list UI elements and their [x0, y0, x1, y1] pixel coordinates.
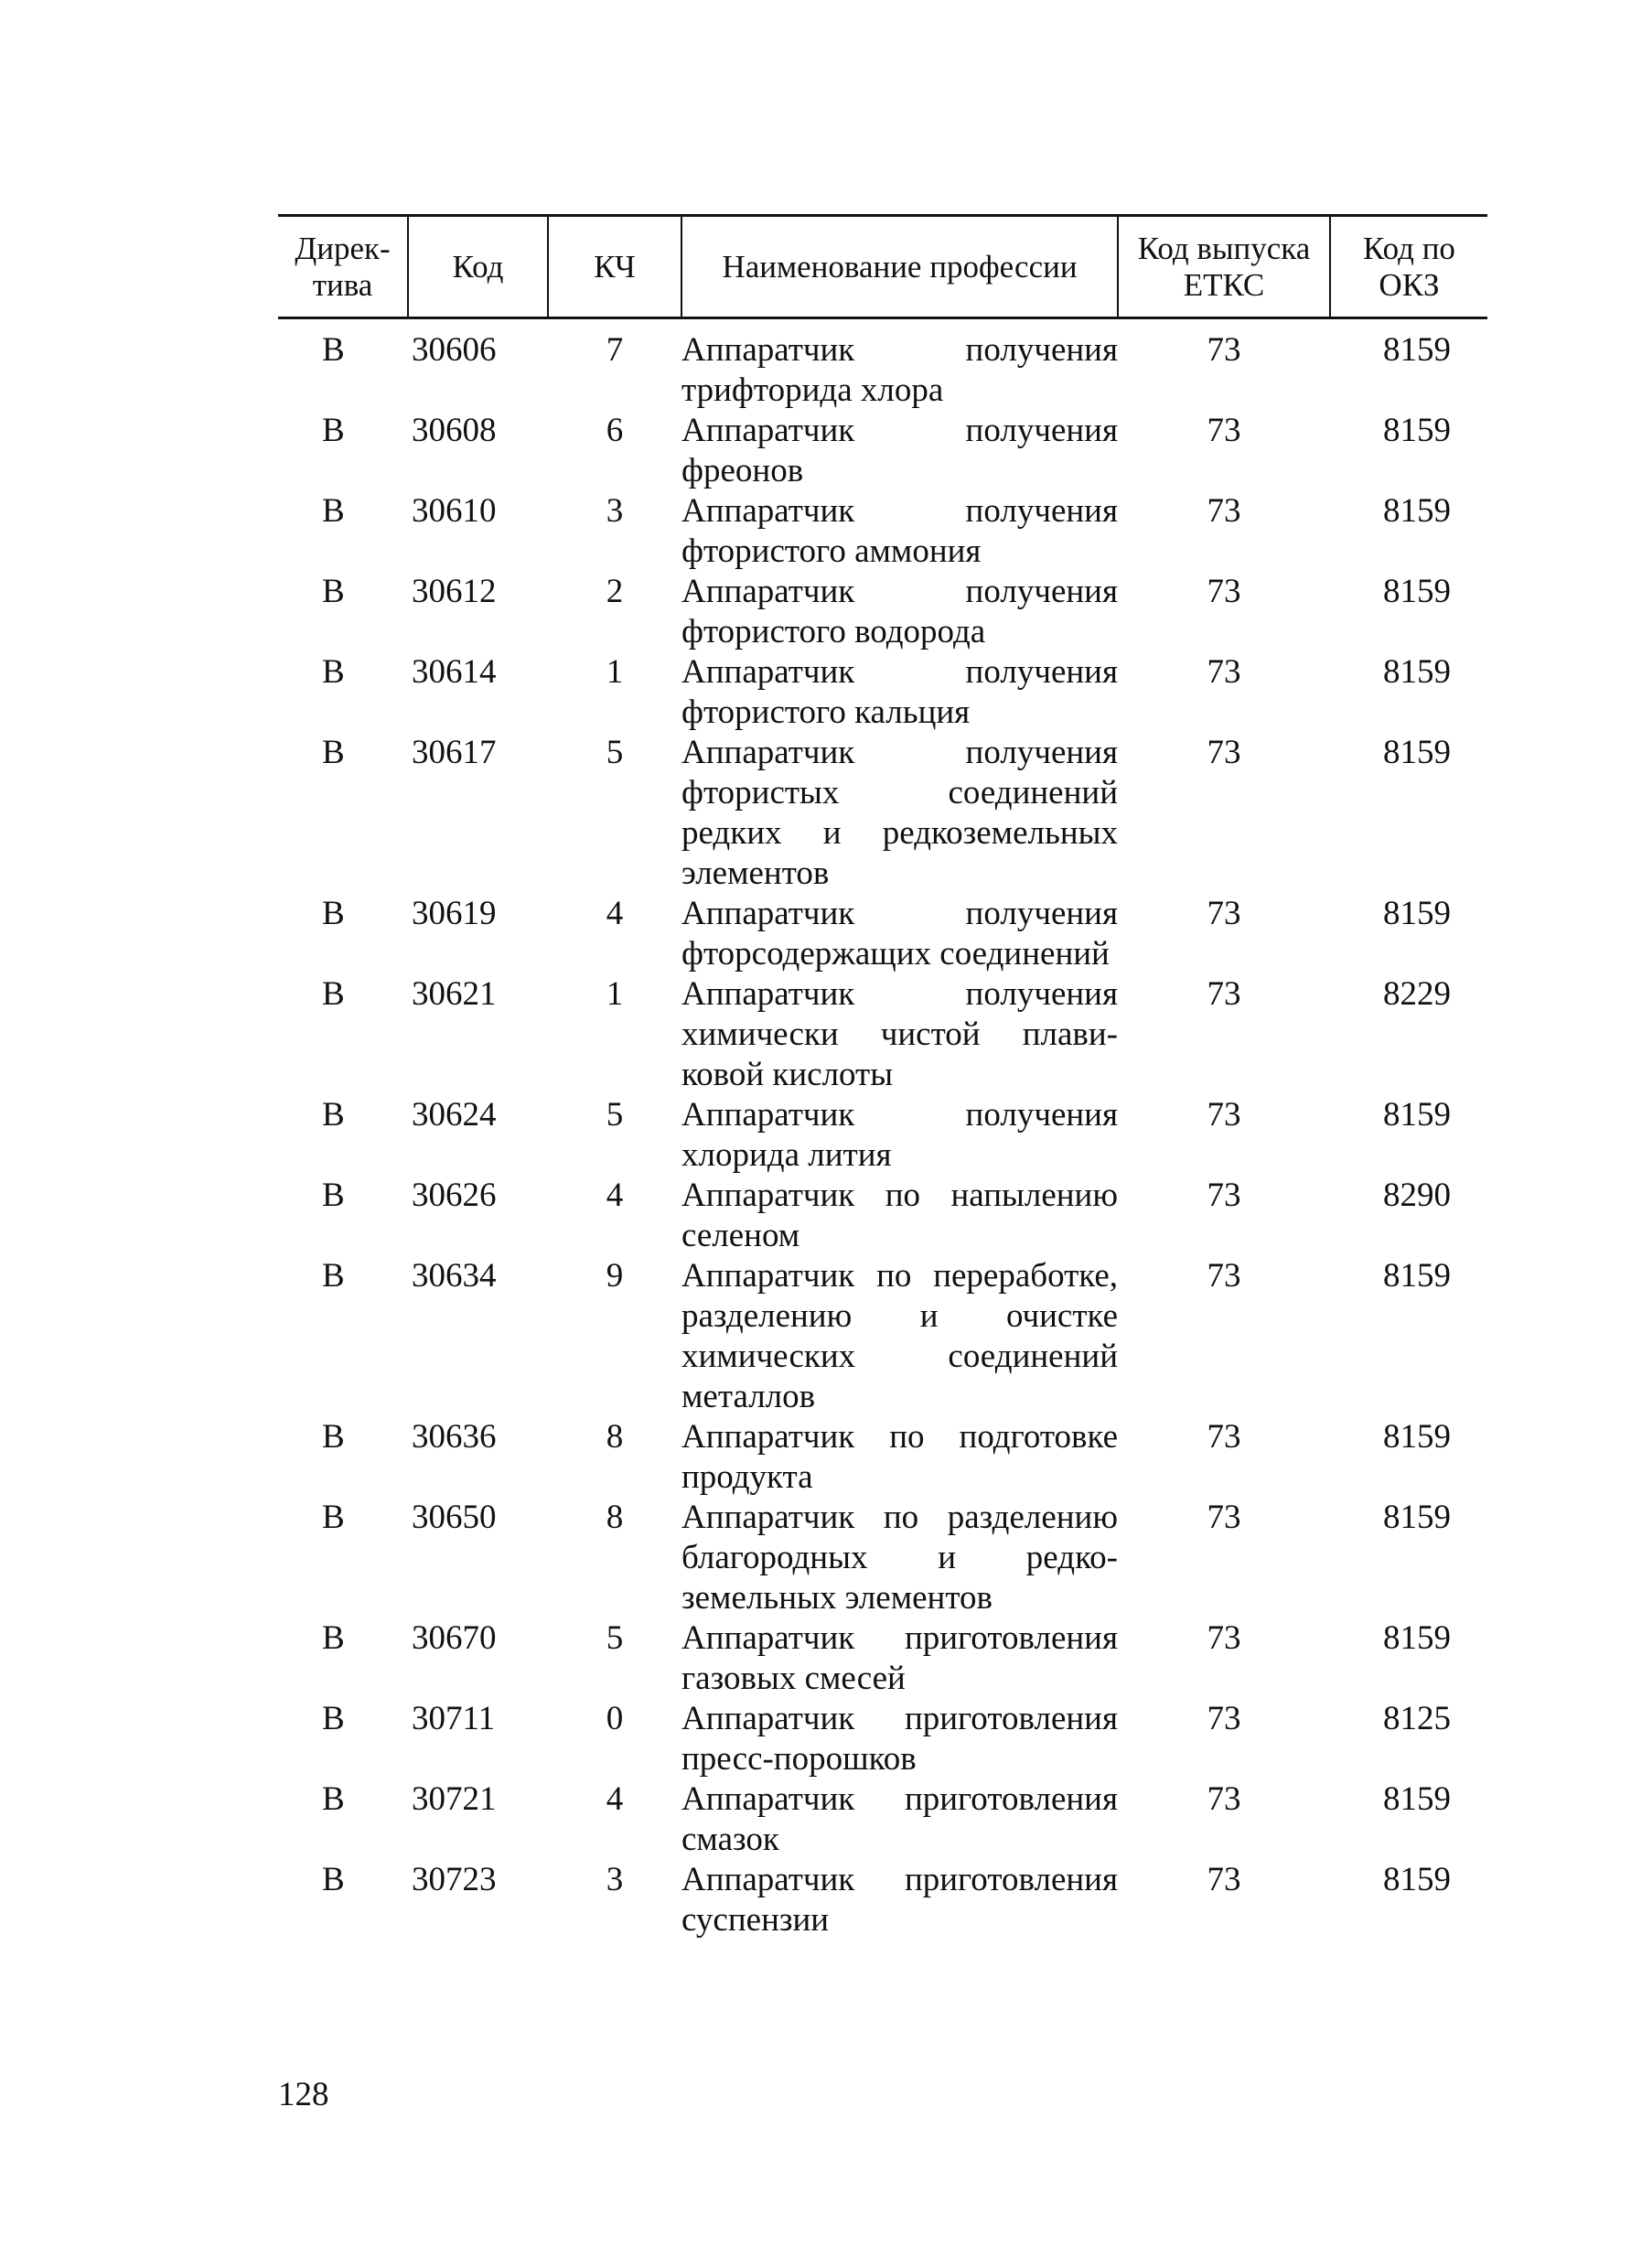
code-cell: 30624	[412, 1096, 497, 1134]
etks-code-cell-wrapper	[1118, 318, 1330, 412]
profession-name-cell: Аппаратчик приготовления газовых смесей	[681, 1619, 1118, 1697]
kch-cell: 3	[606, 492, 624, 530]
directive-cell: В	[322, 412, 345, 449]
kch-cell: 1	[606, 653, 624, 691]
table-header	[278, 216, 1487, 318]
kch-cell: 3	[606, 1861, 624, 1898]
profession-name-cell-wrapper	[681, 1779, 1118, 1860]
code-cell-wrapper	[408, 1256, 548, 1417]
table-row	[278, 1256, 1487, 1417]
okz-code-cell-wrapper	[1330, 1176, 1487, 1256]
profession-name-cell-wrapper	[681, 1417, 1118, 1498]
okz-code-cell: 8159	[1383, 1257, 1451, 1295]
etks-code-cell: 73	[1207, 331, 1241, 369]
etks-code-cell: 73	[1207, 573, 1241, 610]
directive-cell-wrapper	[278, 491, 408, 572]
okz-code-cell-wrapper	[1330, 1095, 1487, 1176]
code-cell: 30626	[412, 1177, 497, 1214]
code-cell-wrapper	[408, 1779, 548, 1860]
okz-code-cell: 8159	[1383, 412, 1451, 449]
code-cell: 30608	[412, 412, 497, 449]
kch-cell-wrapper	[548, 572, 681, 652]
profession-name-cell-wrapper	[681, 411, 1118, 491]
code-cell-wrapper	[408, 1095, 548, 1176]
etks-code-cell-wrapper	[1118, 1618, 1330, 1699]
kch-cell: 4	[606, 1177, 624, 1214]
etks-code-cell: 73	[1207, 1499, 1241, 1536]
code-cell-wrapper	[408, 411, 548, 491]
kch-cell-wrapper	[548, 1699, 681, 1779]
profession-name-cell-wrapper	[681, 1095, 1118, 1176]
profession-name-cell: Аппаратчик получения фреонов	[681, 412, 1118, 489]
okz-code-cell-wrapper	[1330, 1699, 1487, 1779]
kch-cell-wrapper	[548, 733, 681, 894]
table-row	[278, 1699, 1487, 1779]
code-cell-wrapper	[408, 1498, 548, 1618]
profession-name-cell-wrapper	[681, 733, 1118, 894]
okz-code-cell: 8159	[1383, 1418, 1451, 1456]
directive-cell: В	[322, 1177, 345, 1214]
directive-cell: В	[322, 1861, 345, 1898]
header-etks-code: Код выпуска ЕТКС	[1118, 216, 1330, 318]
header-code: Код	[408, 216, 548, 318]
kch-cell: 9	[606, 1257, 624, 1295]
directive-cell: В	[322, 492, 345, 530]
table-row	[278, 318, 1487, 412]
etks-code-cell-wrapper	[1118, 1860, 1330, 1940]
directive-cell-wrapper	[278, 1176, 408, 1256]
kch-cell: 4	[606, 1780, 624, 1818]
directive-cell-wrapper	[278, 318, 408, 412]
kch-cell-wrapper	[548, 1417, 681, 1498]
profession-name-cell: Аппаратчик по переработке, разделению и очистке химических соединений металлов	[681, 1257, 1118, 1415]
profession-name-cell: Аппаратчик получения хлорида лития	[681, 1096, 1118, 1174]
kch-cell-wrapper	[548, 318, 681, 412]
directive-cell: В	[322, 1418, 345, 1456]
directive-cell-wrapper	[278, 1618, 408, 1699]
etks-code-cell-wrapper	[1118, 572, 1330, 652]
directive-cell-wrapper	[278, 1860, 408, 1940]
directive-cell: В	[322, 331, 345, 369]
profession-name-cell-wrapper	[681, 652, 1118, 733]
profession-name-cell-wrapper	[681, 1256, 1118, 1417]
code-cell: 30636	[412, 1418, 497, 1456]
kch-cell-wrapper	[548, 1779, 681, 1860]
kch-cell: 5	[606, 1619, 624, 1657]
etks-code-cell: 73	[1207, 412, 1241, 449]
etks-code-cell: 73	[1207, 1861, 1241, 1898]
kch-cell: 1	[606, 975, 624, 1013]
table-row	[278, 1618, 1487, 1699]
code-cell-wrapper	[408, 1860, 548, 1940]
code-cell: 30711	[412, 1700, 496, 1737]
directive-cell-wrapper	[278, 1699, 408, 1779]
kch-cell: 4	[606, 895, 624, 932]
okz-code-cell-wrapper	[1330, 1779, 1487, 1860]
directive-cell-wrapper	[278, 1498, 408, 1618]
directive-cell: В	[322, 1096, 345, 1134]
kch-cell: 2	[606, 573, 624, 610]
kch-cell: 8	[606, 1499, 624, 1536]
okz-code-cell-wrapper	[1330, 894, 1487, 974]
profession-name-cell: Аппаратчик приготовления пресс-порошков	[681, 1700, 1118, 1778]
code-cell: 30634	[412, 1257, 497, 1295]
profession-name-cell: Аппаратчик получения фтористого водорода	[681, 573, 1118, 650]
profession-name-cell: Аппаратчик получения фтористого аммония	[681, 492, 1118, 570]
code-cell-wrapper	[408, 733, 548, 894]
etks-code-cell: 73	[1207, 1418, 1241, 1456]
kch-cell-wrapper	[548, 1618, 681, 1699]
etks-code-cell: 73	[1207, 1177, 1241, 1214]
profession-name-cell: Аппаратчик приготовления смазок	[681, 1780, 1118, 1858]
code-cell: 30619	[412, 895, 497, 932]
directive-cell: В	[322, 1780, 345, 1818]
kch-cell-wrapper	[548, 974, 681, 1095]
okz-code-cell-wrapper	[1330, 1860, 1487, 1940]
etks-code-cell-wrapper	[1118, 1095, 1330, 1176]
okz-code-cell-wrapper	[1330, 652, 1487, 733]
kch-cell: 7	[606, 331, 624, 369]
etks-code-cell: 73	[1207, 975, 1241, 1013]
etks-code-cell-wrapper	[1118, 894, 1330, 974]
code-cell-wrapper	[408, 1699, 548, 1779]
etks-code-cell-wrapper	[1118, 491, 1330, 572]
directive-cell: В	[322, 734, 345, 771]
table-row	[278, 1417, 1487, 1498]
etks-code-cell: 73	[1207, 653, 1241, 691]
okz-code-cell-wrapper	[1330, 974, 1487, 1095]
etks-code-cell: 73	[1207, 1096, 1241, 1134]
table-row	[278, 1176, 1487, 1256]
etks-code-cell-wrapper	[1118, 1498, 1330, 1618]
code-cell-wrapper	[408, 572, 548, 652]
profession-name-cell-wrapper	[681, 572, 1118, 652]
etks-code-cell-wrapper	[1118, 652, 1330, 733]
code-cell: 30723	[412, 1861, 497, 1898]
okz-code-cell: 8159	[1383, 895, 1451, 932]
header-okz-code: Код по ОКЗ	[1330, 216, 1487, 318]
profession-name-cell-wrapper	[681, 1699, 1118, 1779]
profession-name-cell-wrapper	[681, 1498, 1118, 1618]
okz-code-cell: 8159	[1383, 573, 1451, 610]
directive-cell-wrapper	[278, 1095, 408, 1176]
code-cell-wrapper	[408, 491, 548, 572]
profession-name-cell: Аппаратчик по разделению благородных и редкоземельных элементов	[681, 1499, 1118, 1617]
kch-cell-wrapper	[548, 1498, 681, 1618]
okz-code-cell: 8159	[1383, 653, 1451, 691]
kch-cell: 6	[606, 412, 624, 449]
okz-code-cell-wrapper	[1330, 733, 1487, 894]
okz-code-cell: 8125	[1383, 1700, 1451, 1737]
okz-code-cell-wrapper	[1330, 318, 1487, 412]
page-number: 128	[278, 2076, 329, 2113]
okz-code-cell-wrapper	[1330, 491, 1487, 572]
directive-cell: В	[322, 1499, 345, 1536]
kch-cell-wrapper	[548, 491, 681, 572]
kch-cell-wrapper	[548, 1860, 681, 1940]
profession-name-cell: Аппаратчик по подготовке продукта	[681, 1418, 1118, 1496]
header-directive: Дирек- тива	[278, 216, 408, 318]
table-row	[278, 733, 1487, 894]
okz-code-cell: 8159	[1383, 331, 1451, 369]
etks-code-cell-wrapper	[1118, 974, 1330, 1095]
directive-cell: В	[322, 1700, 345, 1737]
okz-code-cell: 8159	[1383, 492, 1451, 530]
code-cell-wrapper	[408, 1176, 548, 1256]
etks-code-cell-wrapper	[1118, 1256, 1330, 1417]
kch-cell: 5	[606, 1096, 624, 1134]
etks-code-cell-wrapper	[1118, 411, 1330, 491]
etks-code-cell: 73	[1207, 492, 1241, 530]
profession-name-cell: Аппаратчик получения фтористых соединений редких и редкоземельных элементов	[681, 734, 1118, 892]
etks-code-cell-wrapper	[1118, 733, 1330, 894]
kch-cell-wrapper	[548, 1256, 681, 1417]
directive-cell-wrapper	[278, 411, 408, 491]
code-cell-wrapper	[408, 1618, 548, 1699]
directive-cell-wrapper	[278, 1256, 408, 1417]
table-row	[278, 1860, 1487, 1940]
table-body	[278, 318, 1487, 1941]
directive-cell: В	[322, 975, 345, 1013]
table-row	[278, 411, 1487, 491]
code-cell: 30610	[412, 492, 497, 530]
etks-code-cell-wrapper	[1118, 1417, 1330, 1498]
kch-cell: 0	[606, 1700, 624, 1737]
header-profession-name: Наименование профессии	[681, 216, 1118, 318]
table-row	[278, 1498, 1487, 1618]
code-cell: 30614	[412, 653, 497, 691]
code-cell-wrapper	[408, 1417, 548, 1498]
profession-name-cell: Аппаратчик по напылению селеном	[681, 1177, 1118, 1254]
code-cell: 30650	[412, 1499, 497, 1536]
kch-cell-wrapper	[548, 894, 681, 974]
table-row	[278, 1095, 1487, 1176]
okz-code-cell: 8159	[1383, 1861, 1451, 1898]
okz-code-cell: 8290	[1383, 1177, 1451, 1214]
code-cell: 30670	[412, 1619, 497, 1657]
etks-code-cell: 73	[1207, 895, 1241, 932]
directive-cell-wrapper	[278, 733, 408, 894]
directive-cell-wrapper	[278, 894, 408, 974]
profession-name-cell: Аппаратчик приготовления суспензии	[681, 1861, 1118, 1939]
code-cell-wrapper	[408, 974, 548, 1095]
directive-cell: В	[322, 573, 345, 610]
table-row	[278, 1779, 1487, 1860]
table-row	[278, 894, 1487, 974]
code-cell: 30612	[412, 573, 497, 610]
professions-table	[278, 214, 1487, 1940]
directive-cell: В	[322, 1257, 345, 1295]
code-cell: 30621	[412, 975, 497, 1013]
profession-name-cell: Аппаратчик получения фторсодержащих соединений	[681, 895, 1118, 973]
table-row	[278, 974, 1487, 1095]
profession-name-cell-wrapper	[681, 894, 1118, 974]
etks-code-cell-wrapper	[1118, 1779, 1330, 1860]
okz-code-cell: 8159	[1383, 1499, 1451, 1536]
etks-code-cell: 73	[1207, 1257, 1241, 1295]
okz-code-cell-wrapper	[1330, 1417, 1487, 1498]
etks-code-cell: 73	[1207, 1619, 1241, 1657]
okz-code-cell: 8159	[1383, 1096, 1451, 1134]
okz-code-cell: 8159	[1383, 1780, 1451, 1818]
profession-name-cell: Аппаратчик получения трифторида хлора	[681, 331, 1118, 409]
table-row	[278, 572, 1487, 652]
etks-code-cell-wrapper	[1118, 1176, 1330, 1256]
directive-cell-wrapper	[278, 572, 408, 652]
okz-code-cell: 8159	[1383, 1619, 1451, 1657]
okz-code-cell-wrapper	[1330, 572, 1487, 652]
code-cell: 30721	[412, 1780, 497, 1818]
profession-name-cell-wrapper	[681, 1860, 1118, 1940]
okz-code-cell-wrapper	[1330, 1498, 1487, 1618]
profession-name-cell: Аппаратчик получения химически чистой плавиковой кислоты	[681, 975, 1118, 1093]
code-cell: 30606	[412, 331, 497, 369]
directive-cell-wrapper	[278, 652, 408, 733]
code-cell-wrapper	[408, 894, 548, 974]
directive-cell: В	[322, 1619, 345, 1657]
okz-code-cell-wrapper	[1330, 1256, 1487, 1417]
profession-name-cell-wrapper	[681, 491, 1118, 572]
code-cell-wrapper	[408, 318, 548, 412]
kch-cell-wrapper	[548, 652, 681, 733]
kch-cell-wrapper	[548, 411, 681, 491]
etks-code-cell: 73	[1207, 1780, 1241, 1818]
kch-cell-wrapper	[548, 1176, 681, 1256]
etks-code-cell-wrapper	[1118, 1699, 1330, 1779]
profession-name-cell-wrapper	[681, 318, 1118, 412]
header-kch: КЧ	[548, 216, 681, 318]
table-row	[278, 491, 1487, 572]
directive-cell-wrapper	[278, 974, 408, 1095]
etks-code-cell: 73	[1207, 1700, 1241, 1737]
okz-code-cell-wrapper	[1330, 411, 1487, 491]
okz-code-cell: 8159	[1383, 734, 1451, 771]
directive-cell: В	[322, 653, 345, 691]
directive-cell: В	[322, 895, 345, 932]
profession-name-cell-wrapper	[681, 974, 1118, 1095]
profession-name-cell-wrapper	[681, 1176, 1118, 1256]
table-row	[278, 652, 1487, 733]
code-cell-wrapper	[408, 652, 548, 733]
profession-name-cell-wrapper	[681, 1618, 1118, 1699]
directive-cell-wrapper	[278, 1417, 408, 1498]
kch-cell: 5	[606, 734, 624, 771]
okz-code-cell-wrapper	[1330, 1618, 1487, 1699]
code-cell: 30617	[412, 734, 497, 771]
etks-code-cell: 73	[1207, 734, 1241, 771]
profession-name-cell: Аппаратчик получения фтористого кальция	[681, 653, 1118, 731]
directive-cell-wrapper	[278, 1779, 408, 1860]
kch-cell-wrapper	[548, 1095, 681, 1176]
kch-cell: 8	[606, 1418, 624, 1456]
okz-code-cell: 8229	[1383, 975, 1451, 1013]
